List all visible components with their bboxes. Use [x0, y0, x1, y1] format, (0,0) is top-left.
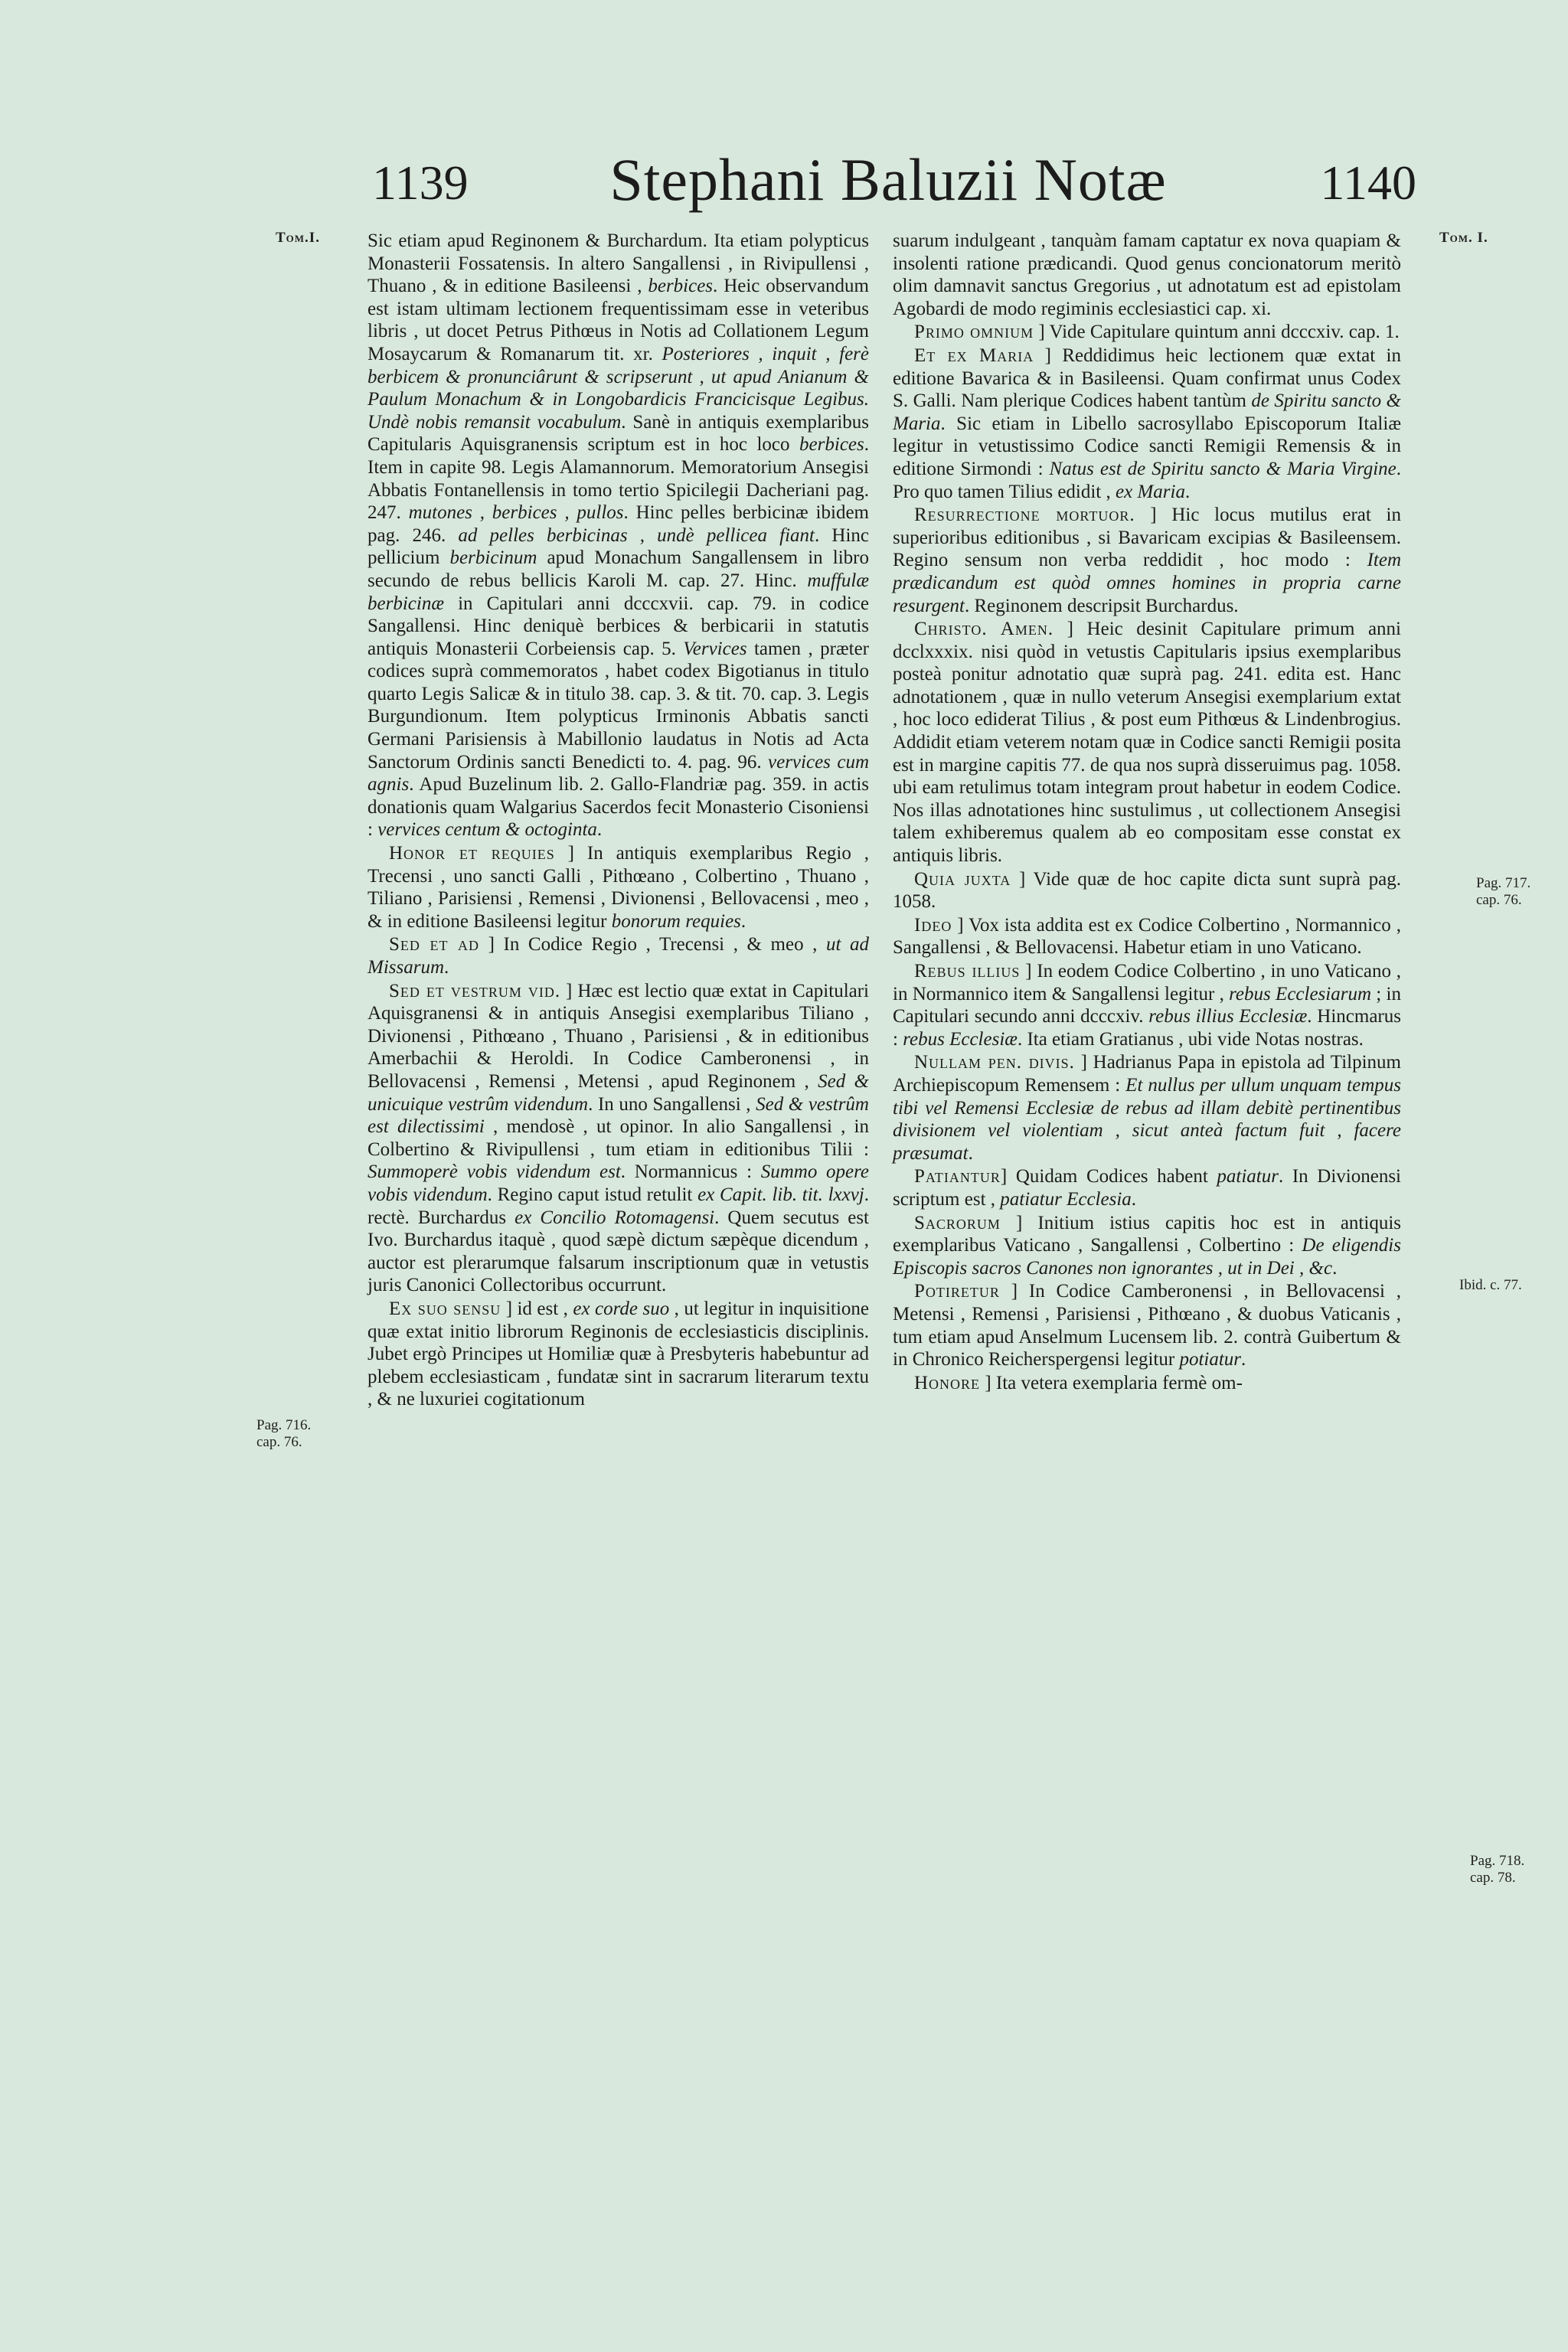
- paragraph: suarum indulgeant , tanquàm famam captatur ex nova quapiam & insolenti ratione prædicandi. Quod genus concionatorum meritò olim damnavit sanctus Gregorius , ut adnotatum est ad epistolam Agobardi de modo regiminis ecclesiastici cap. xi.: [893, 230, 1401, 319]
- page-number-left: 1139: [372, 155, 469, 210]
- page-header: [360, 145, 1416, 230]
- margin-note-right-ibid: Ibid. c. 77.: [1459, 1277, 1522, 1293]
- paragraph: Sacrorum ] Initium istius capitis hoc est in antiquis exemplaribus Vaticano , Sangallensi , Colbertino : De eligendis Episcopis sacros Canones non ignorantes , ut in Dei , &c.: [893, 1212, 1401, 1279]
- paragraph: Sic etiam apud Reginonem & Burchardum. Ita etiam polypticus Monasterii Fossatensis. In altero Sangallensi , in Rivipullensi , Thuano , & in editione Basileensi , berbices. Heic observandum est istam ultimam lectionem frequentissimam esse in veteribus libris , ut docet Petrus Pithœus in Notis ad Collationem Legum Mosaycarum & Romanarum tit. xr. Posteriores , inquit , ferè berbicem & pronunciârunt & scripserunt , ut apud Anianum & Paulum Monachum & in Longobardicis Francicisque Legibus. Undè nobis remansit vocabulum. Sanè in antiquis exemplaribus Capitularis Aquisgranensis scriptum est in hoc loco berbices. Item in capite 98. Legis Alamannorum. Memoratorium Ansegisi Abbatis Fontanellensis in tomo tertio Spicilegii Dacheriani pag. 247. mutones , berbices , pullos. Hinc pelles berbicinæ ibidem pag. 246. ad pelles berbicinas , undè pellicea fiant. Hinc pellicium berbicinum apud Monachum Sangallensem in libro secundo de rebus bellicis Karoli M. cap. 27. Hinc. muffulæ berbicinæ in Capitulari anni dcccxvii. cap. 79. in codice Sangallensi. Hinc deniquè berbices & berbicarii in statutis antiquis Monasterii Corbeiensis cap. 5. Vervices tamen , præter codices suprà commemoratos , habet codex Bigotianus in titulo quarto Legis Salicæ & in titulo 38. cap. 3. & tit. 70. cap. 3. Legis Burgundionum. Item polypticus Irminonis Abbatis sancti Germani Parisiensis à Mabillonio laudatus in Notis ad Acta Sanctorum Ordinis sancti Benedicti to. 4. pag. 96. vervices cum agnis. Apud Buzelinum lib. 2. Gallo-Flandriæ pag. 359. in actis donationis quam Walgarius Sacerdos fecit Monasterio Cisoniensi : vervices centum & octoginta.: [368, 230, 870, 841]
- running-title: Stephani Baluzii Notæ: [609, 146, 1167, 213]
- paragraph: Christo. Amen. ] Heic desinit Capitulare primum anni dcclxxxix. nisi quòd in vetustis Capitularis ipsius exemplaribus posteà ponitur adnotatio quæ suprà pag. 241. edita est. Hanc adnotationem , quæ in nullo veterum Ansegisi exemplarium extat , hoc loco ediderat Tilius , & post eum Pithœus & Lindenbrogius. Addidit etiam veterem notam quæ in Codice sancti Remigii posita est in margine capitis 77. de qua nos suprà disseruimus pag. 1058. ubi eam retulimus totam integram prout habetur in eodem Codice. Nos illas adnotationes hinc sustulimus , ut collectionem Ansegisi talem exhiberemus qualem ab eo compositam esse constat ex antiquis libris.: [893, 619, 1401, 867]
- paragraph: Et ex Maria ] Reddidimus heic lectionem quæ extat in editione Bavarica & in Basileensi. Quam confirmat unus Codex S. Galli. Nam plerique Codices habent tantùm de Spiritu sancto & Maria. Sic etiam in Libello sacrosyllabo Episcoporum Italiæ legitur in vetustissimo Codice sancti Remigii Remensis & in editione Sirmondi : Natus est de Spiritu sancto & Maria Virgine. Pro quo tamen Tilius edidit , ex Maria.: [893, 345, 1401, 502]
- text-column-left: [368, 230, 869, 1412]
- paragraph: Honor et requies ] In antiquis exemplaribus Regio , Trecensi , uno sancti Galli , Pithœano , Colbertino , Thuano , Tiliano , Parisiensi , Remensi , Divionensi , Bellovacensi , meo , & in editione Basileensi legitur bonorum requies.: [368, 843, 869, 932]
- paragraph: Ideo ] Vox ista addita est ex Codice Colbertino , Normannico , Sangallensi , & Bellovacensi. Habetur etiam in uno Vaticano.: [893, 914, 1401, 959]
- paragraph: Ex suo sensu ] id est , ex corde suo , ut legitur in inquisitione quæ extat initio librorum Reginonis de ecclesiasticis disciplinis. Jubet ergò Principes ut Homiliæ quæ à Presbyteris habebuntur ad plebem ecclesiasticam , fundatæ sint in sacrarum literarum textu , & ne luxuriei cogitationum: [368, 1298, 870, 1410]
- text-column-right: [893, 230, 1401, 1395]
- paragraph: Sed et ad ] In Codice Regio , Trecensi , & meo , ut ad Missarum.: [368, 934, 869, 978]
- margin-note-left-tom: Tom.I.: [276, 230, 320, 246]
- paragraph: Quia juxta ] Vide quæ de hoc capite dicta sunt suprà pag. 1058.: [893, 868, 1401, 913]
- paragraph: Honore ] Ita vetera exemplaria fermè om-: [914, 1372, 1243, 1393]
- page-number-right: 1140: [1320, 155, 1416, 210]
- margin-note-right-tom: Tom. I.: [1439, 230, 1488, 246]
- paragraph: Sed et vestrum vid. ] Hæc est lectio quæ extat in Capitulari Aquisgranensi & in antiquis Ansegisi exemplaribus Tiliano , Divionensi , Pithœano , Thuano , Parisiensi , & in editionibus Amerbachii & Heroldi. In Codice Camberonensi , in Bellovacensi , Remensi , Metensi , apud Reginonem , Sed & unicuique vestrûm videndum. In uno Sangallensi , Sed & vestrûm est dilectissimi , mendosè , ut opinor. In alio Sangallensi , in Colbertino & Rivipullensi , tum etiam in editionibus Tilii : Summoperè vobis videndum est. Normannicus : Summo opere vobis videndum. Regino caput istud retulit ex Capit. lib. tit. lxxvj. rectè. Burchardus ex Concilio Rotomagensi. Quem secutus est Ivo. Burchardus itaquè , quod sæpè dictum sæpèque dicendum , auctor est plerarumque falsarum inscriptionum quæ in vetustis juris Canonici Collectoribus occurrunt.: [368, 980, 870, 1296]
- margin-note-right-pag-717: Pag. 717. cap. 76.: [1476, 875, 1531, 908]
- paragraph: Nullam pen. divis. ] Hadrianus Papa in epistola ad Tilpinum Archiepiscopum Remensem : Et nullus per ullum unquam tempus tibi vel Remensi Ecclesiæ de rebus ad illam debitè pertinentibus divisionem vel violentiam , sicut anteà factum fuit , facere præsumat.: [893, 1052, 1401, 1164]
- paragraph: Patiantur] Quidam Codices habent patiatur. In Divionensi scriptum est , patiatur Ecclesia.: [893, 1166, 1401, 1210]
- paragraph: Potiretur ] In Codice Camberonensi , in Bellovacensi , Metensi , Remensi , Parisiensi , Pithœano , & duobus Vaticanis , tum etiam apud Anselmum Lucensem lib. 2. contrà Guibertum & in Chronico Reicherspergensi legitur potiatur.: [893, 1281, 1401, 1370]
- paragraph: Primo omnium ] Vide Capitulare quintum anni dcccxiv. cap. 1.: [914, 322, 1400, 343]
- paragraph: Rebus illius ] In eodem Codice Colbertino , in uno Vaticano , in Normannico item & Sangallensi legitur , rebus Ecclesiarum ; in Capitulari secundo anni dcccxiv. rebus illius Ecclesiæ. Hincmarus : rebus Ecclesiæ. Ita etiam Gratianus , ubi vide Notas nostras.: [893, 961, 1401, 1050]
- margin-note-left-pag: Pag. 716. cap. 76.: [256, 1417, 312, 1450]
- margin-note-right-pag-718: Pag. 718. cap. 78.: [1470, 1853, 1525, 1886]
- paragraph: Resurrectione mortuor. ] Hic locus mutilus erat in superioribus editionibus , si Bavaricam excipias & Basileensem. Regino sensum non verba reddidit , hoc modo : Item prædicandum est quòd omnes homines in propria carne resurgent. Reginonem descripsit Burchardus.: [893, 505, 1401, 616]
